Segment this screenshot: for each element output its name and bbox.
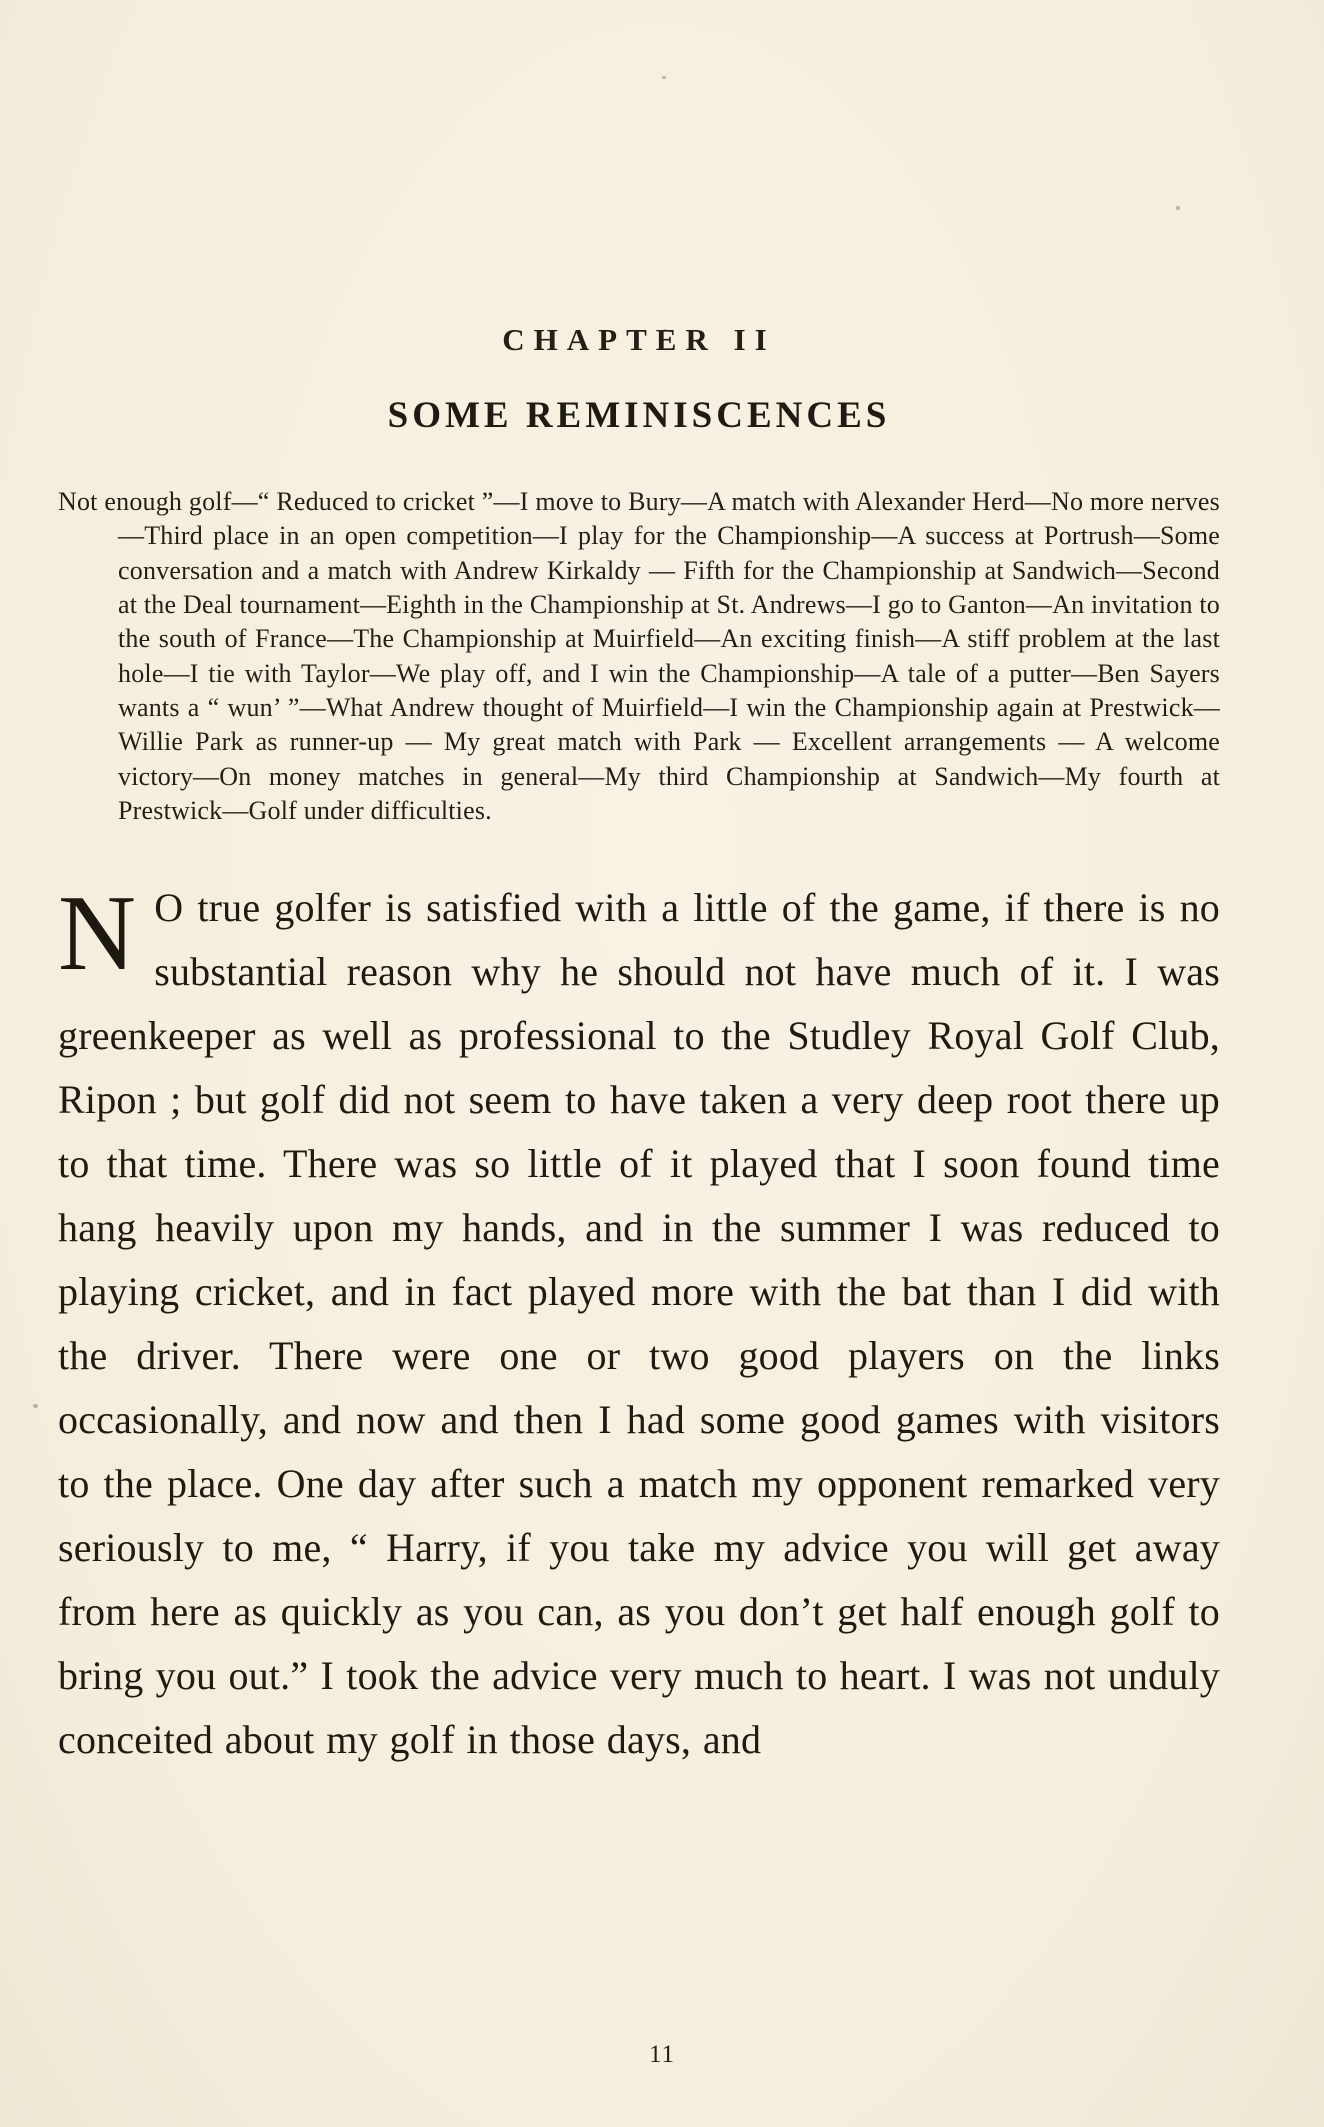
body-paragraph [58,876,1220,1772]
chapter-title: SOME REMINISCENCES [387,395,891,436]
scan-speckle [33,1404,38,1408]
chapter-heading: CHAPTER II [502,322,776,357]
scan-speckle [662,76,666,79]
chapter-synopsis: Not enough golf—“ Reduced to cricket ”—I move to Bury—A match with Alexander Herd—No more nerves—Third place in an open competition—I play for the Championship—A success at Portrush—Some conversation and a match with Andrew Kirkaldy — Fifth for the Championship at Sandwich—Second at the Deal tournament—Eighth in the Championship at St. Andrews—I go to Ganton—An invitation to the south of France—The Championship at Muirfield—An exciting finish—A stiff problem at the last hole—I tie with Taylor—We play off, and I win the Championship—A tale of a putter—Ben Sayers wants a “ wun’ ”—What Andrew thought of Muirfield—I win the Championship again at Prestwick—Willie Park as runner-up — My great match with Park — Excellent arrangements — A welcome victory—On money matches in general—My third Championship at Sandwich—My fourth at Prestwick—Golf under difficulties. [58,487,1220,825]
scan-speckle [1176,206,1180,210]
scan-speckle [663,329,667,332]
page-number: 11 [648,2041,676,2068]
body-text: O true golfer is satisfied with a little of the game, if there is no substantial reason why he should not have much of it. I was greenkeeper as well as professional to the Studley Royal Golf Club, Ripon ; but golf did not seem to have taken a very deep root there up to that time. There was so little of it played that I soon found time hang heavily upon my hands, and in the summer I was reduced to playing cricket, and in fact played more with the bat than I did with the driver. There were one or two good players on the links occasionally, and now and then I had some good games with visitors to the place. One day after such a match my opponent remarked very seriously to me, “ Harry, if you take my advice you will get away from here as quickly as you can, as you don’t get half enough golf to bring you out.” I took the advice very much to heart. I was not unduly conceited about my golf in those days, and [58,885,1220,1763]
drop-cap: N [58,874,137,994]
